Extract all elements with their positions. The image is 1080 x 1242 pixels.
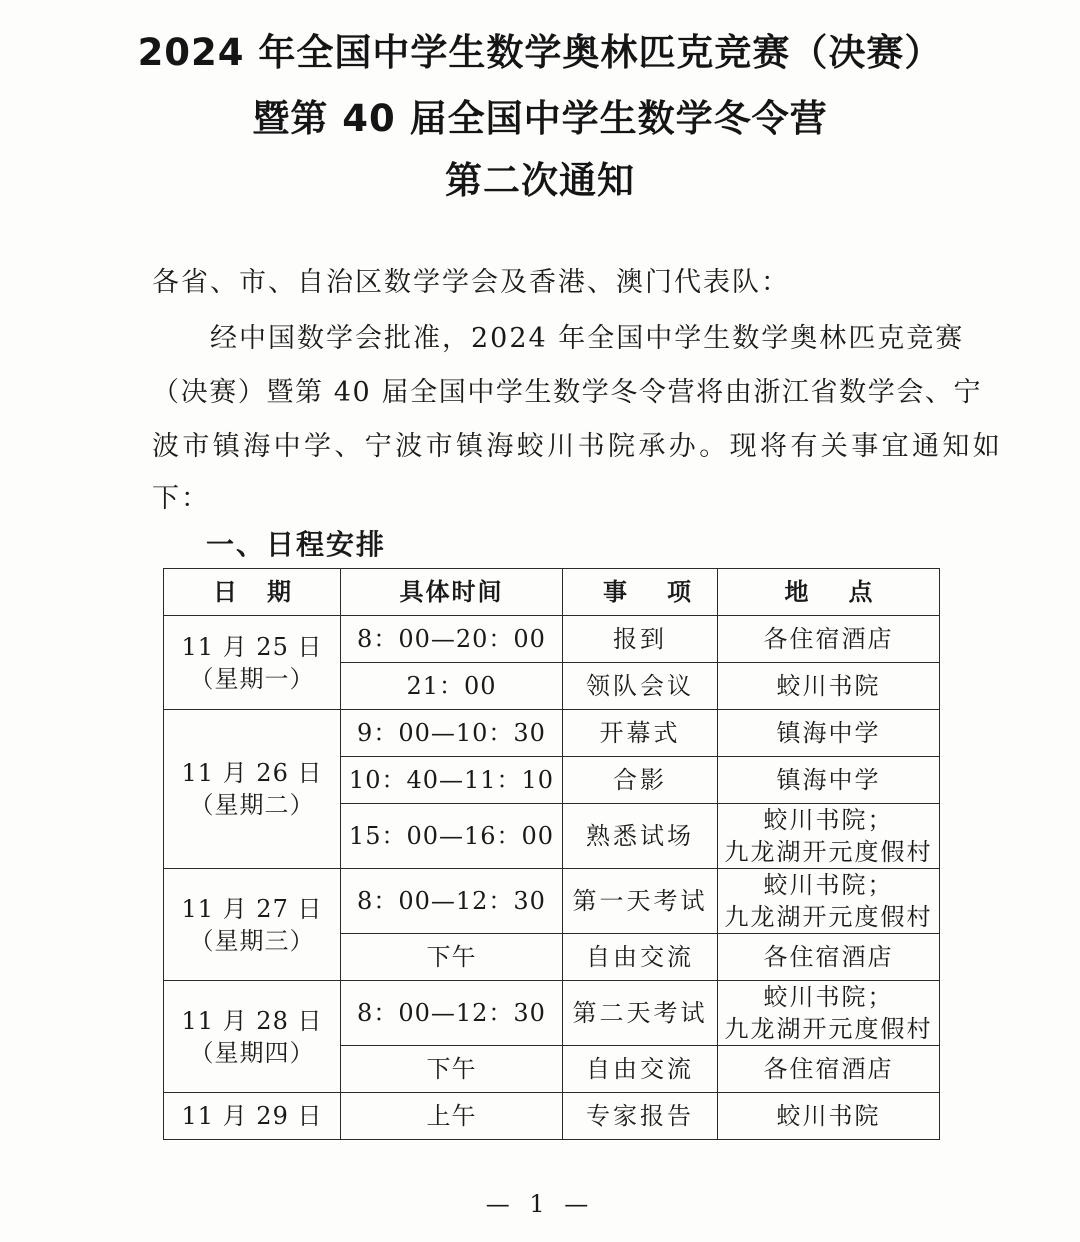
- time-cell: 上午: [341, 1093, 563, 1140]
- date-cell: [164, 1093, 341, 1140]
- table-row: [164, 869, 940, 934]
- document-title-line-3: 第二次通知: [445, 159, 635, 202]
- header-date: 日期: [164, 569, 341, 616]
- table-row: [164, 710, 940, 757]
- date-text: 11 月 29 日: [181, 1102, 323, 1130]
- place-cell: [718, 710, 940, 757]
- paragraph-line-3: 波市镇海中学、宁波市镇海蛟川书院承办。现将有关事宜通知如: [152, 431, 1004, 462]
- place-text: 九龙湖开元度假村: [724, 1015, 933, 1043]
- item-cell: 领队会议: [563, 663, 718, 710]
- place-text: 蛟川书院: [776, 672, 881, 700]
- place-text: 九龙湖开元度假村: [724, 838, 933, 866]
- place-cell: [718, 663, 940, 710]
- paragraph-line-1: 经中国数学会批准，2024 年全国中学生数学奥林匹克竞赛: [210, 323, 965, 354]
- place-cell: [718, 934, 940, 981]
- time-cell: 下午: [341, 1046, 563, 1093]
- date-text: 11 月 28 日: [181, 1006, 323, 1035]
- time-cell: 21：00: [341, 663, 563, 710]
- place-text: 九龙湖开元度假村: [724, 903, 933, 931]
- date-text: 11 月 26 日: [181, 759, 323, 787]
- section-heading-schedule: 一、日程安排: [206, 528, 387, 561]
- place-text: 蛟川书院；: [763, 871, 894, 899]
- header-item: 事项: [563, 569, 718, 616]
- weekday-text: （星期四）: [189, 1038, 315, 1067]
- date-text: 11 月 27 日: [181, 894, 323, 923]
- item-cell: 自由交流: [563, 934, 718, 981]
- place-text: 蛟川书院；: [763, 806, 894, 834]
- page-number: — 1 —: [485, 1190, 595, 1218]
- place-cell: [718, 981, 940, 1046]
- item-cell: 合影: [563, 757, 718, 804]
- date-cell: [164, 710, 341, 869]
- place-cell: [718, 1046, 940, 1093]
- place-cell: [718, 804, 940, 869]
- item-cell: 开幕式: [563, 710, 718, 757]
- date-cell: [164, 981, 341, 1093]
- item-cell: 第二天考试: [563, 981, 718, 1046]
- place-text: 蛟川书院: [776, 1102, 881, 1130]
- document-title-line-1: 2024 年全国中学生数学奥林匹克竞赛（决赛）: [137, 31, 943, 74]
- item-cell: 自由交流: [563, 1046, 718, 1093]
- weekday-text: （星期三）: [189, 926, 315, 955]
- item-cell: 专家报告: [563, 1093, 718, 1140]
- place-cell: [718, 616, 940, 663]
- item-cell: 熟悉试场: [563, 804, 718, 869]
- place-text: 各住宿酒店: [763, 625, 894, 653]
- schedule-table: [163, 568, 940, 1140]
- date-text: 11 月 25 日: [181, 632, 323, 661]
- date-cell: [164, 869, 341, 981]
- table-row: [164, 616, 940, 663]
- place-cell: [718, 869, 940, 934]
- weekday-text: （星期二）: [189, 791, 315, 819]
- item-cell: 报到: [563, 616, 718, 663]
- salutation: 各省、市、自治区数学学会及香港、澳门代表队：: [152, 267, 790, 298]
- date-cell: [164, 616, 341, 710]
- time-cell: 8：00—12：30: [341, 869, 563, 934]
- time-cell: 15：00—16：00: [341, 804, 563, 869]
- table-row: [164, 981, 940, 1046]
- weekday-text: （星期一）: [189, 664, 315, 693]
- header-time: 具体时间: [341, 569, 563, 616]
- place-cell: [718, 1093, 940, 1140]
- place-cell: [718, 757, 940, 804]
- place-text: 镇海中学: [776, 719, 881, 747]
- item-cell: 第一天考试: [563, 869, 718, 934]
- place-text: 各住宿酒店: [763, 943, 894, 971]
- time-cell: 8：00—12：30: [341, 981, 563, 1046]
- place-text: 蛟川书院；: [763, 983, 894, 1011]
- place-text: 镇海中学: [776, 766, 881, 794]
- time-cell: 8：00—20：00: [341, 616, 563, 663]
- table-header-row: [164, 569, 940, 616]
- paragraph-line-4: 下：: [152, 483, 210, 514]
- document-title-line-2: 暨第 40 届全国中学生数学冬令营: [252, 97, 828, 140]
- place-text: 各住宿酒店: [763, 1055, 894, 1083]
- table-row: [164, 1093, 940, 1140]
- time-cell: 下午: [341, 934, 563, 981]
- paragraph-line-2: （决赛）暨第 40 届全国中学生数学冬令营将由浙江省数学会、宁: [152, 377, 983, 408]
- time-cell: 9：00—10：30: [341, 710, 563, 757]
- header-place: 地点: [718, 569, 940, 616]
- time-cell: 10：40—11：10: [341, 757, 563, 804]
